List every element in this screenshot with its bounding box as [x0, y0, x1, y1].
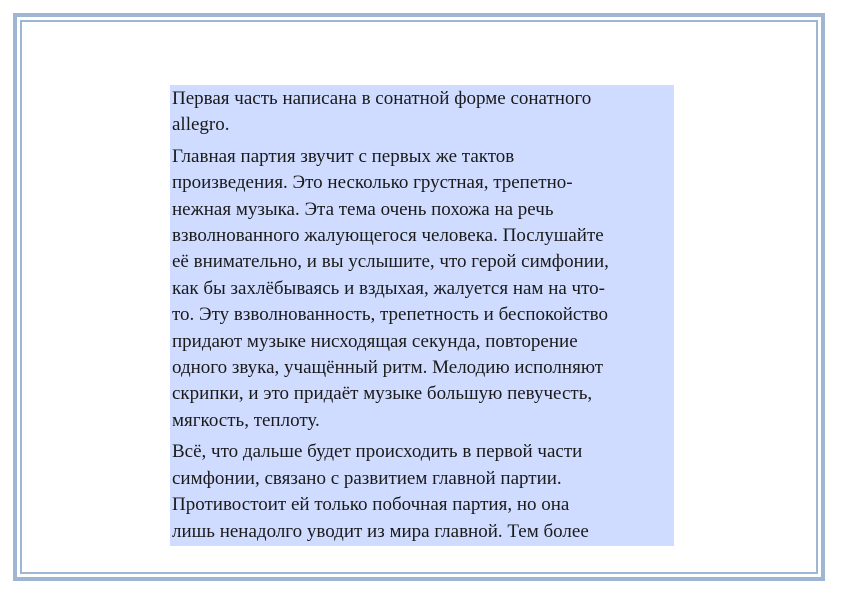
- text-line: Главная партия звучит с первых же тактов: [172, 145, 515, 167]
- text-line: произведения. Это несколько грустная, трепетно-: [172, 172, 573, 194]
- text-line: скрипки, и это придаёт музыке большую певучесть,: [172, 383, 593, 405]
- paragraph-3: [172, 439, 674, 545]
- text-line: нежная музыка. Эта тема очень похожа на речь: [172, 198, 554, 220]
- text-line: как бы захлёбываясь и вздыхая, жалуется нам на что-: [172, 277, 605, 299]
- paragraph-2: [172, 144, 674, 434]
- text-line: Всё, что дальше будет происходить в первой части: [172, 441, 583, 463]
- paragraph-1: [172, 86, 674, 139]
- text-line: то. Эту взволнованность, трепетность и беспокойство: [172, 304, 608, 326]
- text-line: Противостоит ей только побочная партия, но она: [172, 494, 570, 516]
- text-line: Первая часть написана в сонатной форме сонатного: [172, 88, 592, 109]
- text-line: симфонии, связано с развитием главной партии.: [172, 467, 562, 489]
- text-line: лишь ненадолго уводит из мира главной. Тем более: [172, 520, 589, 542]
- text-line: взволнованного жалующегося человека. Послушайте: [172, 225, 604, 247]
- text-line: одного звука, учащённый ритм. Мелодию исполняют: [172, 357, 604, 379]
- text-line: её внимательно, и вы услышите, что герой симфонии,: [172, 251, 609, 273]
- text-line: мягкость, теплоту.: [172, 409, 320, 431]
- text-line: allegro.: [172, 114, 230, 136]
- text-block: [170, 85, 674, 546]
- text-line: придают музыке нисходящая секунда, повторение: [172, 330, 578, 352]
